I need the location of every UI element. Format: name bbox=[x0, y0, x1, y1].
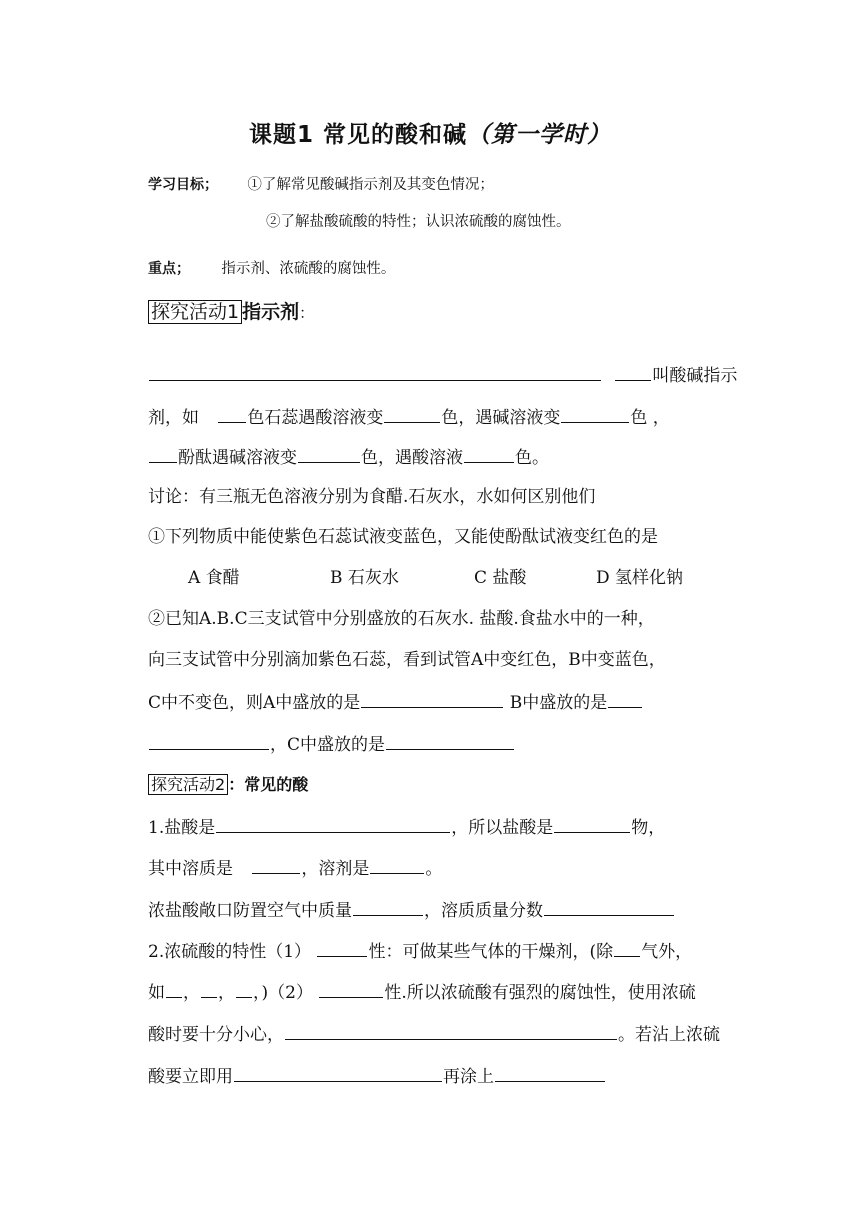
a2-s3-b: ，溶质质量分数 bbox=[424, 901, 543, 921]
a2-s4-c: 气外， bbox=[641, 942, 693, 962]
a2-s5-comma: ， bbox=[183, 983, 200, 1003]
a2-line-1 bbox=[148, 814, 665, 840]
activity2-heading bbox=[148, 773, 308, 797]
objectives-line-1 bbox=[148, 172, 494, 197]
objective-item-2: ②了解盐酸硫酸的特性；认识浓硫酸的腐蚀性。 bbox=[266, 214, 571, 230]
blank[interactable] bbox=[234, 1063, 442, 1082]
a2-line-5 bbox=[148, 979, 696, 1005]
page-title bbox=[0, 116, 860, 149]
blank[interactable] bbox=[464, 444, 514, 463]
option-b: B 石灰水 bbox=[330, 568, 399, 588]
a2-s7-a: 酸要立即用 bbox=[148, 1067, 233, 1087]
blank[interactable] bbox=[544, 897, 674, 916]
key-points-text: 指示剂、浓硫酸的腐蚀性。 bbox=[221, 261, 396, 277]
a2-s5-c: ， bbox=[253, 983, 262, 1003]
a1-line-1 bbox=[148, 362, 737, 388]
a2-s4-b: 性：可做某些气体的干燥剂，(除 bbox=[368, 942, 614, 962]
a2-s3-a: 浓盐酸敞口防置空气中质量 bbox=[148, 901, 352, 921]
blank[interactable] bbox=[285, 1021, 617, 1040]
option-a: A 食醋 bbox=[188, 568, 240, 588]
a1-line-3 bbox=[148, 444, 549, 470]
a2-s5-d: )（2） bbox=[261, 983, 313, 1003]
q2-l3-a: C中不变色，则A中盛放的是 bbox=[148, 693, 361, 713]
blank[interactable] bbox=[149, 731, 269, 750]
a2-s4-a: 2.浓硫酸的特性（1） bbox=[148, 942, 312, 962]
blank[interactable] bbox=[386, 731, 514, 750]
blank[interactable] bbox=[554, 814, 630, 833]
a2-line-2 bbox=[148, 855, 442, 881]
activity1-colon: ： bbox=[299, 304, 315, 322]
blank[interactable] bbox=[614, 938, 640, 957]
a2-s5-e: 性.所以浓硫酸有强烈的腐蚀性，使用浓硫 bbox=[384, 983, 696, 1003]
activity1-title: 指示剂 bbox=[242, 301, 300, 323]
a2-s1-c: 物， bbox=[631, 818, 666, 838]
q2-l3-b: B中盛放的是 bbox=[509, 693, 608, 713]
blank[interactable] bbox=[236, 979, 252, 998]
a1-l2-b: 色石蕊遇酸溶液变 bbox=[247, 408, 384, 428]
blank[interactable] bbox=[218, 404, 246, 423]
a1-line-2 bbox=[148, 404, 670, 430]
blank[interactable] bbox=[608, 689, 642, 708]
question-2-line-4 bbox=[148, 731, 515, 757]
key-points-line bbox=[148, 256, 395, 281]
objectives-label: 学习目标； bbox=[148, 177, 218, 193]
a2-s2-c: 。 bbox=[425, 859, 443, 879]
blank[interactable] bbox=[615, 362, 651, 381]
title-main: 课题1 常见的酸和碱 bbox=[248, 122, 467, 148]
a2-line-7 bbox=[148, 1063, 606, 1089]
blank[interactable] bbox=[495, 1063, 605, 1082]
blank[interactable] bbox=[384, 404, 440, 423]
a1-l2-a: 剂，如 bbox=[148, 408, 199, 428]
question-2-line-2: 向三支试管中分别滴加紫色石蕊，看到试管A中变红色，B中变蓝色， bbox=[148, 650, 666, 670]
activity2-title: ：常见的酸 bbox=[228, 775, 309, 794]
a2-line-4 bbox=[148, 938, 692, 964]
question-2-line-1: ②已知A.B.C三支试管中分别盛放的石灰水. 盐酸.食盐水中的一种， bbox=[148, 609, 655, 629]
a2-s5-b: ， bbox=[218, 983, 235, 1003]
discussion: 讨论：有三瓶无色溶液分别为食醋.石灰水，水如何区别他们 bbox=[148, 487, 596, 507]
a2-s7-b: 再涂上 bbox=[443, 1067, 494, 1087]
blank[interactable] bbox=[561, 404, 629, 423]
title-sub: （第一学时） bbox=[467, 122, 611, 148]
a1-l3-b: 色，遇酸溶液 bbox=[361, 448, 463, 468]
blank[interactable] bbox=[201, 979, 217, 998]
key-points-label: 重点； bbox=[148, 261, 190, 277]
objective-item-1: ①了解常见酸碱指示剂及其变色情况； bbox=[247, 177, 494, 193]
a1-l2-d: 色 ， bbox=[630, 408, 670, 428]
blank[interactable] bbox=[353, 897, 423, 916]
blank[interactable] bbox=[319, 979, 383, 998]
blank[interactable] bbox=[216, 814, 450, 833]
option-d: D 氢样化钠 bbox=[596, 568, 684, 588]
a2-line-6 bbox=[148, 1021, 720, 1047]
blank[interactable] bbox=[252, 855, 300, 874]
options-row bbox=[188, 566, 683, 590]
activity1-box: 探究活动1 bbox=[148, 300, 242, 324]
activity1-heading bbox=[148, 300, 314, 325]
a2-line-3 bbox=[148, 897, 675, 923]
a1-l1-tail: 叫酸碱指示 bbox=[652, 366, 738, 386]
a2-s2-b: ，溶剂是 bbox=[301, 859, 370, 879]
blank[interactable] bbox=[149, 444, 177, 463]
blank[interactable] bbox=[370, 855, 424, 874]
a2-s6-a: 酸时要十分小心， bbox=[148, 1025, 284, 1045]
question-2-line-3 bbox=[148, 689, 643, 715]
a2-s1-a: 1.盐酸是 bbox=[148, 818, 216, 838]
a1-l2-c: 色，遇碱溶液变 bbox=[441, 408, 561, 428]
blank[interactable] bbox=[361, 689, 503, 708]
activity2-box: 探究活动2 bbox=[148, 774, 228, 795]
q2-l4-a: ，C中盛放的是 bbox=[270, 735, 386, 755]
a2-s1-b: ，所以盐酸是 bbox=[451, 818, 554, 838]
question-1: ①下列物质中能使紫色石蕊试液变蓝色，又能使酚酞试液变红色的是 bbox=[148, 527, 658, 547]
blank[interactable] bbox=[317, 938, 367, 957]
blank[interactable] bbox=[149, 362, 601, 381]
a2-s2-a: 其中溶质是 bbox=[148, 859, 233, 879]
a1-l3-c: 色。 bbox=[515, 448, 549, 468]
a2-s6-b: 。若沾上浓硫 bbox=[618, 1025, 720, 1045]
blank[interactable] bbox=[298, 444, 360, 463]
option-c: C 盐酸 bbox=[474, 568, 527, 588]
blank[interactable] bbox=[166, 979, 182, 998]
a1-l3-a: 酚酞遇碱溶液变 bbox=[178, 448, 297, 468]
a2-s5-a: 如 bbox=[148, 983, 165, 1003]
